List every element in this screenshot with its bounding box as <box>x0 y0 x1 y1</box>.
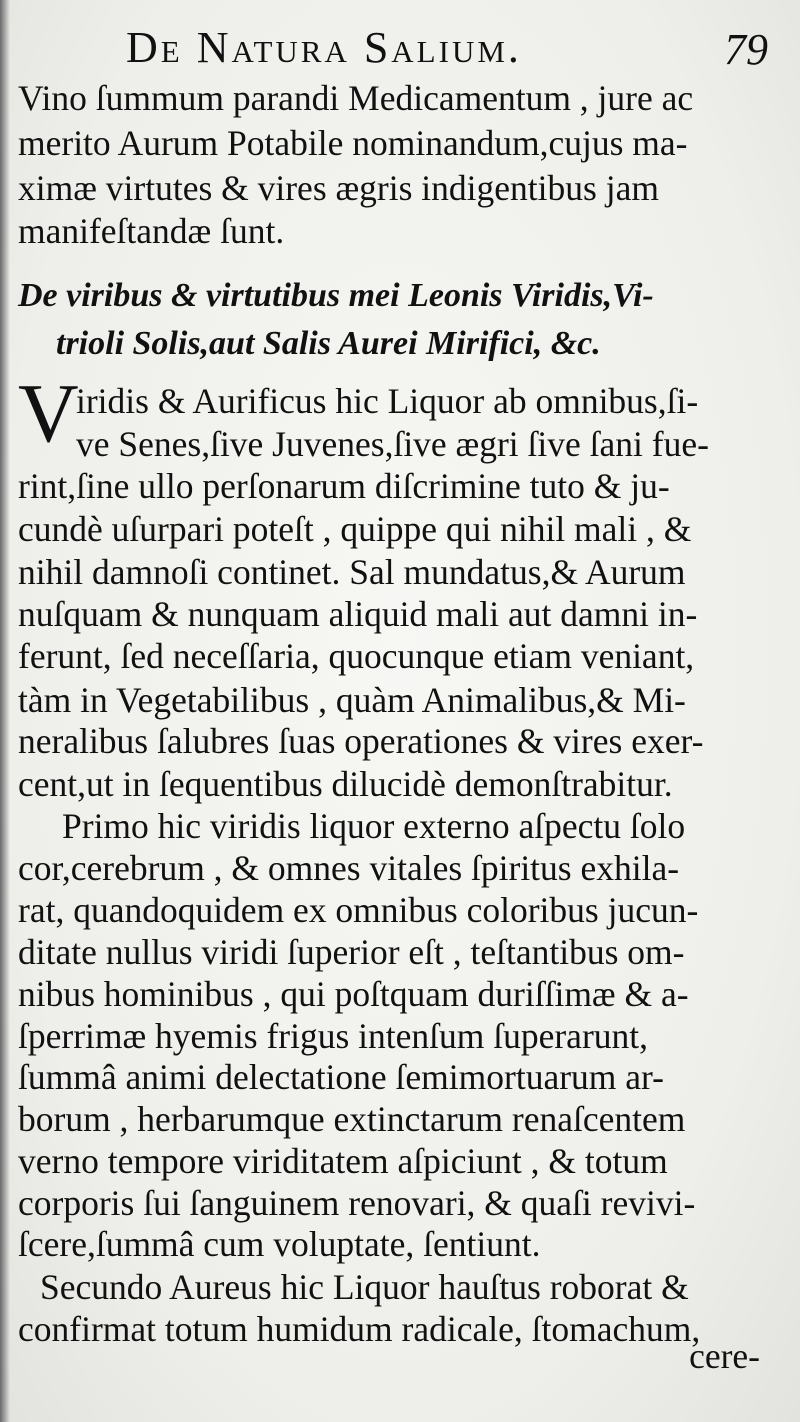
text-line: borum , herbarumque extinctarum renaſcentem <box>18 1099 686 1139</box>
section-heading-line: De viribus & virtutibus mei Leonis Viridis,Vi- <box>18 277 654 314</box>
text-line: ditate nullus viridi ſuperior eſt , teſtantibus om- <box>18 932 685 972</box>
text-line: tàm in Vegetabilibus , quàm Animalibus,& Mi- <box>18 680 686 720</box>
text-line: merito Aurum Potabile nominandum,cujus ma- <box>18 123 688 163</box>
drop-cap: V <box>18 367 79 460</box>
section-heading-line: trioli Solis,aut Salis Aurei Mirifici, &c. <box>56 325 601 362</box>
text-line: cundè uſurpari poteſt , quippe qui nihil mali , & <box>18 509 692 549</box>
text-line: verno tempore viriditatem aſpiciunt , & totum <box>18 1141 668 1181</box>
page-gutter-shadow <box>0 0 10 1422</box>
text-line: Secundo Aureus hic Liquor hauſtus roborat & <box>40 1267 689 1307</box>
running-head <box>0 14 800 78</box>
text-line: cor,cerebrum , & omnes vitales ſpiritus exhila- <box>18 848 680 888</box>
catchword: cere- <box>689 1336 760 1376</box>
text-line: nibus hominibus , qui poſtquam duriſſimæ & a- <box>18 974 689 1014</box>
text-line: rat, quandoquidem ex omnibus coloribus jucun- <box>18 890 699 930</box>
text-line: neralibus ſalubres ſuas operationes & vires exer- <box>18 721 704 761</box>
text-line: ſperrimæ hyemis frigus intenſum ſuperarunt, <box>18 1016 649 1056</box>
text-line: confirmat totum humidum radicale, ſtomachum, <box>18 1309 701 1349</box>
text-line: rint,ſine ullo perſonarum diſcrimine tuto & ju- <box>18 466 670 506</box>
text-line: ſummâ animi delectatione ſemimortuarum ar- <box>18 1057 664 1097</box>
text-line: cent,ut in ſequentibus dilucidè demonſtrabitur. <box>18 764 673 804</box>
page-number: 79 <box>724 25 768 74</box>
text-line: ſcere,ſummâ cum voluptate, ſentiunt. <box>18 1224 541 1264</box>
text-line: nihil damnoſi continet. Sal mundatus,& Aurum <box>18 552 686 592</box>
text-line: Vino ſummum parandi Medicamentum , jure ac <box>18 78 694 118</box>
text-line: ferunt, ſed neceſſaria, quocunque etiam veniant, <box>18 636 695 676</box>
text-line: ximæ virtutes & vires ægris indigentibus jam <box>18 168 659 208</box>
text-line: nuſquam & nunquam aliquid mali aut damni in- <box>18 594 698 634</box>
text-line: corporis ſui ſanguinem renovari, & quaſi revivi- <box>18 1183 696 1223</box>
running-title: De Natura Salium. <box>126 23 522 72</box>
text-line: ve Senes,ſive Juvenes,ſive ægri ſive ſani fue- <box>76 424 709 464</box>
text-line: iridis & Aurificus hic Liquor ab omnibus,ſi- <box>76 381 699 421</box>
text-line: Primo hic viridis liquor externo aſpectu ſolo <box>62 806 686 846</box>
text-line: manifeſtandæ ſunt. <box>18 211 285 251</box>
